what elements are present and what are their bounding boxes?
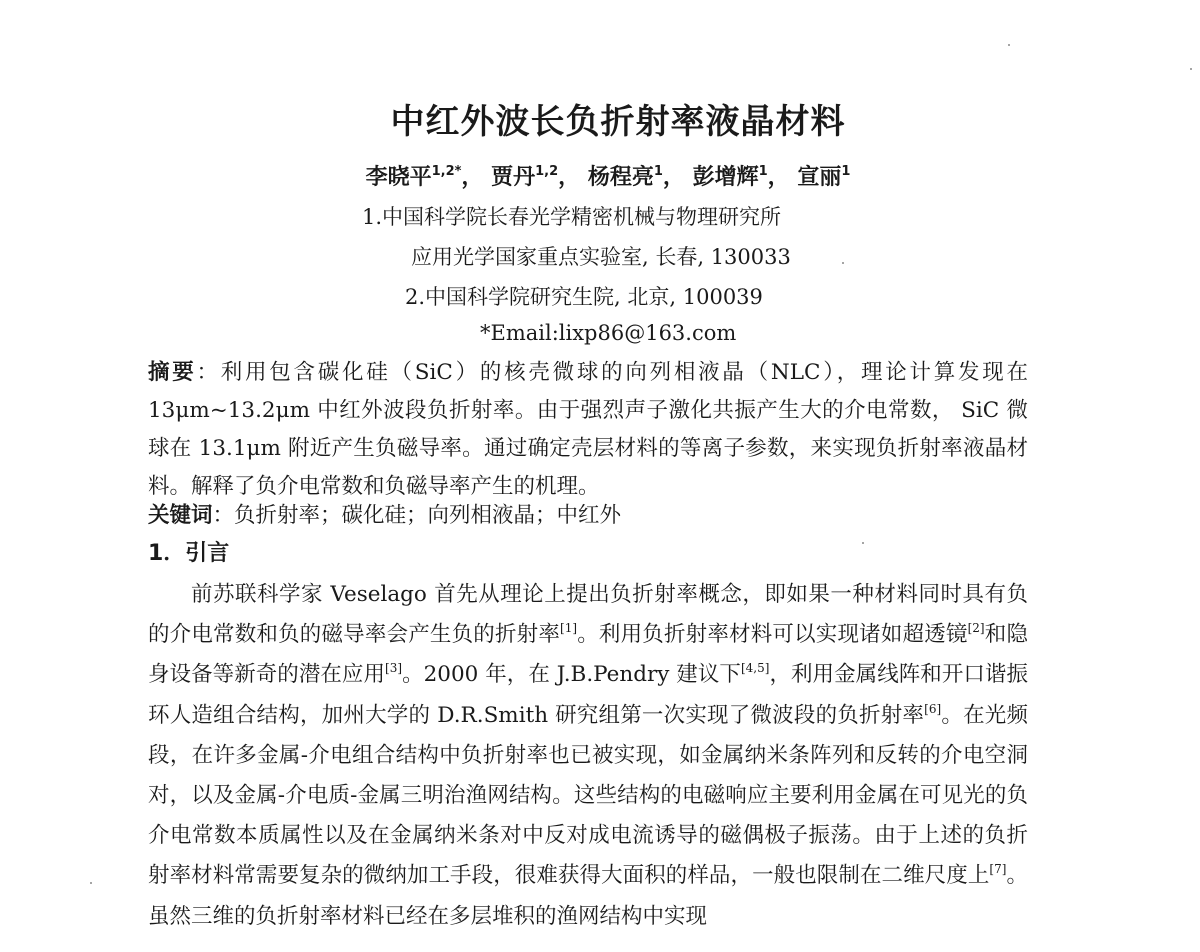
author-affiliation-mark: 1 — [653, 164, 663, 179]
author-separator: ， — [662, 165, 685, 190]
citation-ref: [6] — [924, 701, 942, 716]
author-name: 杨程亮 — [587, 165, 654, 190]
scan-speck — [1190, 68, 1192, 70]
paragraph-text: 。利用负折射率材料可以实现诸如超透镜 — [577, 622, 968, 648]
paragraph-text: 。2000 年，在 J.B.Pendry 建议下 — [402, 662, 741, 688]
author-name: 李晓平 — [365, 165, 432, 190]
paper-title: 中红外波长负折射率液晶材料 — [390, 102, 846, 142]
citation-ref: [3] — [385, 661, 403, 676]
author-name: 宣丽 — [797, 165, 842, 190]
author-email: *Email:lixp86@163.com — [480, 321, 737, 345]
author-list — [0, 160, 1200, 191]
author-affiliation-mark: 1,2 — [535, 164, 559, 179]
scan-speck — [90, 882, 92, 884]
paragraph-text: ，利用金属线阵和开口谐振环人造组合结构，加州大学的 D.R.Smith 研究组第一次实现了微波段的负折射率 — [148, 662, 1028, 728]
author-affiliation-mark: 1 — [758, 164, 768, 179]
author-affiliation-mark: 1 — [841, 164, 851, 179]
abstract-text: ：利用包含碳化硅（SiC）的核壳微球的向列相液晶（NLC），理论计算发现在 13μm~13.2μm 中红外波段负折射率。由于强烈声子激化共振产生大的介电常数， SiC 微球在 13.1μm 附近产生负磁导率。通过确定壳层材料的等离子参数，来实现负折射率液晶材料。解释了负介电常数和负磁导率产生的机理。 — [148, 360, 1028, 499]
author-separator: ， — [461, 165, 484, 190]
keywords-text: ：负折射率；碳化硅；向列相液晶；中红外 — [212, 503, 622, 528]
keywords-label: 关键词 — [148, 503, 213, 528]
paragraph-text: 和隐身设备等新奇的潜在应用 — [148, 622, 1028, 688]
author-separator: ， — [767, 165, 790, 190]
abstract-label: 摘要 — [148, 360, 197, 385]
affiliation-line-2: 应用光学国家重点实验室, 长春, 130033 — [411, 245, 791, 269]
citation-ref: [4,5] — [740, 661, 770, 676]
paragraph-text: 。虽然三维的负折射率材料已经在多层堆积的渔网结构中实现 — [148, 863, 1028, 929]
citation-ref: [2] — [967, 621, 985, 636]
scan-speck — [1008, 44, 1010, 46]
paragraph-text: 。在光频段，在许多金属-介电组合结构中负折射率也已被实现，如金属纳米条阵列和反转的介电空洞对，以及金属-介电质-金属三明治渔网结构。这些结构的电磁响应主要利用金属在可见光的负介电常数本质属性以及在金属纳米条对中反对成电流诱导的磁偶极子振荡。由于上述的负折射率材料常需要复杂的微纳加工手段，很难获得大面积的样品，一般也限制在二维尺度上 — [148, 702, 1028, 889]
scan-speck — [842, 262, 844, 264]
author-name: 贾丹 — [491, 165, 536, 190]
affiliation-line-1: 1.中国科学院长春光学精密机械与物理研究所 — [362, 205, 782, 229]
introduction-paragraph — [148, 575, 1028, 937]
section-heading-introduction: 1．引言 — [148, 541, 230, 566]
abstract — [148, 354, 1028, 506]
paragraph-text: 前苏联科学家 Veselago 首先从理论上提出负折射率概念，即如果一种材料同时具有负的介电常数和负的磁导率会产生负的折射率 — [148, 582, 1028, 648]
author-separator: ， — [558, 165, 581, 190]
author-name: 彭增辉 — [692, 165, 759, 190]
keywords — [148, 500, 1028, 532]
scan-speck — [862, 542, 864, 544]
citation-ref: [1] — [560, 621, 578, 636]
citation-ref: [7] — [989, 862, 1007, 877]
author-affiliation-mark: 1,2* — [431, 164, 462, 179]
affiliation-line-3: 2.中国科学院研究生院, 北京, 100039 — [405, 285, 763, 309]
